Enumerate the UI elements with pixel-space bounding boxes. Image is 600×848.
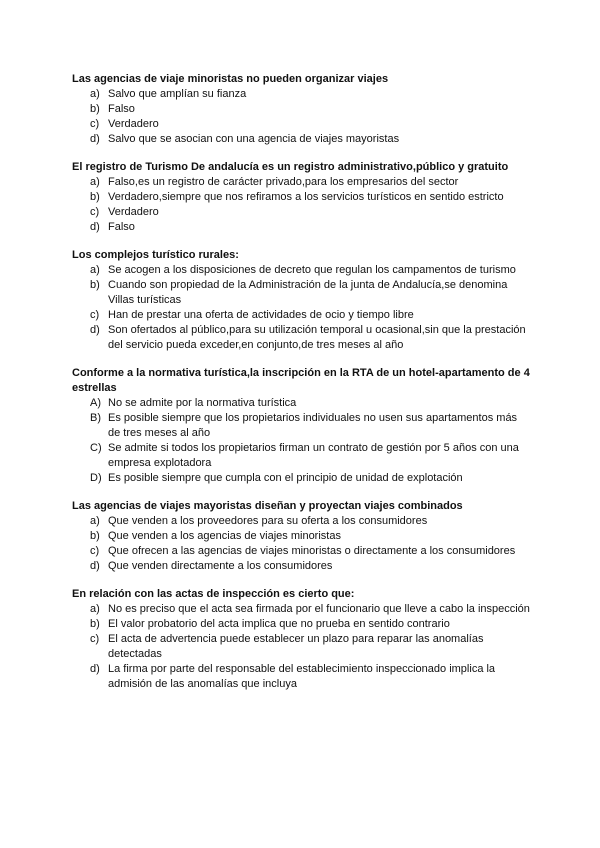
question-1	[72, 72, 532, 147]
option-text: Que venden a los agencias de viajes minoristas	[108, 530, 341, 542]
option-marker: a)	[90, 88, 100, 100]
question-4-option-d	[72, 471, 532, 486]
question-1-option-a	[72, 87, 532, 102]
option-marker: c)	[90, 309, 100, 321]
option-text: Son ofertados al público,para su utilización temporal u ocasional,sin que la prestación del servicio pueda exceder,en conjunto,de tres meses al año	[108, 324, 526, 351]
option-marker: d)	[90, 560, 100, 572]
option-text: Que venden directamente a los consumidores	[108, 560, 333, 572]
option-marker: c)	[90, 206, 100, 218]
option-marker: d)	[90, 221, 100, 233]
option-marker: a)	[90, 176, 100, 188]
option-text: No se admite por la normativa turística	[108, 397, 297, 409]
option-text: Falso	[108, 221, 135, 233]
option-marker: C)	[90, 442, 102, 454]
option-text: Falso,es un registro de carácter privado,para los empresarios del sector	[108, 176, 459, 188]
option-marker: b)	[90, 191, 100, 203]
question-6	[72, 587, 532, 692]
option-text: Es posible siempre que cumpla con el principio de unidad de explotación	[108, 472, 463, 484]
option-marker: d)	[90, 133, 100, 145]
question-3-option-c	[72, 308, 532, 323]
option-text: Cuando son propiedad de la Administración de la junta de Andalucía,se denomina Villas turísticas	[108, 279, 508, 306]
question-4-option-a	[72, 396, 532, 411]
option-text: Que venden a los proveedores para su oferta a los consumidores	[108, 515, 428, 527]
option-marker: a)	[90, 603, 100, 615]
option-text: Verdadero,siempre que nos refiramos a los servicios turísticos en sentido estricto	[108, 191, 504, 203]
question-1-option-b	[72, 102, 532, 117]
question-2-options	[72, 175, 532, 235]
question-5-option-a	[72, 514, 532, 529]
question-3-title: Los complejos turístico rurales:	[72, 249, 239, 261]
question-6-option-b	[72, 617, 532, 632]
question-1-options	[72, 87, 532, 147]
question-6-option-c	[72, 632, 532, 662]
option-text: Es posible siempre que los propietarios individuales no usen sus apartamentos más de tres meses al año	[108, 412, 518, 439]
question-1-option-c	[72, 117, 532, 132]
option-marker: A)	[90, 397, 101, 409]
question-5	[72, 499, 532, 574]
question-3-options	[72, 263, 532, 353]
question-5-options	[72, 514, 532, 574]
question-4-title: Conforme a la normativa turística,la inscripción en la RTA de un hotel-apartamento de 4 estrellas	[72, 367, 530, 394]
option-text: Verdadero	[108, 206, 159, 218]
option-text: No es preciso que el acta sea firmada por el funcionario que lleve a cabo la inspección	[108, 603, 530, 615]
question-6-option-a	[72, 602, 532, 617]
question-2	[72, 160, 532, 235]
question-5-option-b	[72, 529, 532, 544]
option-text: Se admite si todos los propietarios firman un contrato de gestión por 5 años con una empresa explotadora	[108, 442, 519, 469]
option-text: El valor probatorio del acta implica que no prueba en sentido contrario	[108, 618, 450, 630]
question-2-option-a	[72, 175, 532, 190]
option-text: Verdadero	[108, 118, 159, 130]
option-marker: b)	[90, 618, 100, 630]
question-6-title: En relación con las actas de inspección es cierto que:	[72, 588, 355, 600]
option-marker: c)	[90, 545, 100, 557]
option-marker: a)	[90, 264, 100, 276]
question-4	[72, 366, 532, 486]
question-6-option-d	[72, 662, 532, 692]
option-text: Que ofrecen a las agencias de viajes minoristas o directamente a los consumidores	[108, 545, 516, 557]
option-text: Se acogen a los disposiciones de decreto que regulan los campamentos de turismo	[108, 264, 516, 276]
option-text: Salvo que amplían su fianza	[108, 88, 247, 100]
question-2-title: El registro de Turismo De andalucía es un registro administrativo,público y gratuito	[72, 161, 509, 173]
option-text: El acta de advertencia puede establecer un plazo para reparar las anomalías detectadas	[108, 633, 484, 660]
question-2-option-b	[72, 190, 532, 205]
question-list	[72, 72, 532, 705]
option-marker: d)	[90, 663, 100, 675]
question-5-option-c	[72, 544, 532, 559]
option-marker: b)	[90, 279, 100, 291]
option-text: Salvo que se asocian con una agencia de viajes mayoristas	[108, 133, 400, 145]
question-6-options	[72, 602, 532, 692]
option-marker: c)	[90, 118, 100, 130]
option-text: Han de prestar una oferta de actividades de ocio y tiempo libre	[108, 309, 414, 321]
option-marker: d)	[90, 324, 100, 336]
question-2-option-c	[72, 205, 532, 220]
question-3-option-d	[72, 323, 532, 353]
question-4-option-b	[72, 411, 532, 441]
question-3-option-b	[72, 278, 532, 308]
question-2-option-d	[72, 220, 532, 235]
question-1-title: Las agencias de viaje minoristas no pueden organizar viajes	[72, 73, 389, 85]
option-text: Falso	[108, 103, 135, 115]
option-marker: c)	[90, 633, 100, 645]
question-3-option-a	[72, 263, 532, 278]
option-marker: B)	[90, 412, 101, 424]
question-5-title: Las agencias de viajes mayoristas diseñan y proyectan viajes combinados	[72, 500, 463, 512]
option-marker: b)	[90, 103, 100, 115]
option-text: La firma por parte del responsable del establecimiento inspeccionado implica la admisión de las anomalías que incluya	[108, 663, 496, 690]
question-3	[72, 248, 532, 353]
option-marker: b)	[90, 530, 100, 542]
question-5-option-d	[72, 559, 532, 574]
question-4-option-c	[72, 441, 532, 471]
option-marker: D)	[90, 472, 102, 484]
question-1-option-d	[72, 132, 532, 147]
question-4-options	[72, 396, 532, 486]
option-marker: a)	[90, 515, 100, 527]
